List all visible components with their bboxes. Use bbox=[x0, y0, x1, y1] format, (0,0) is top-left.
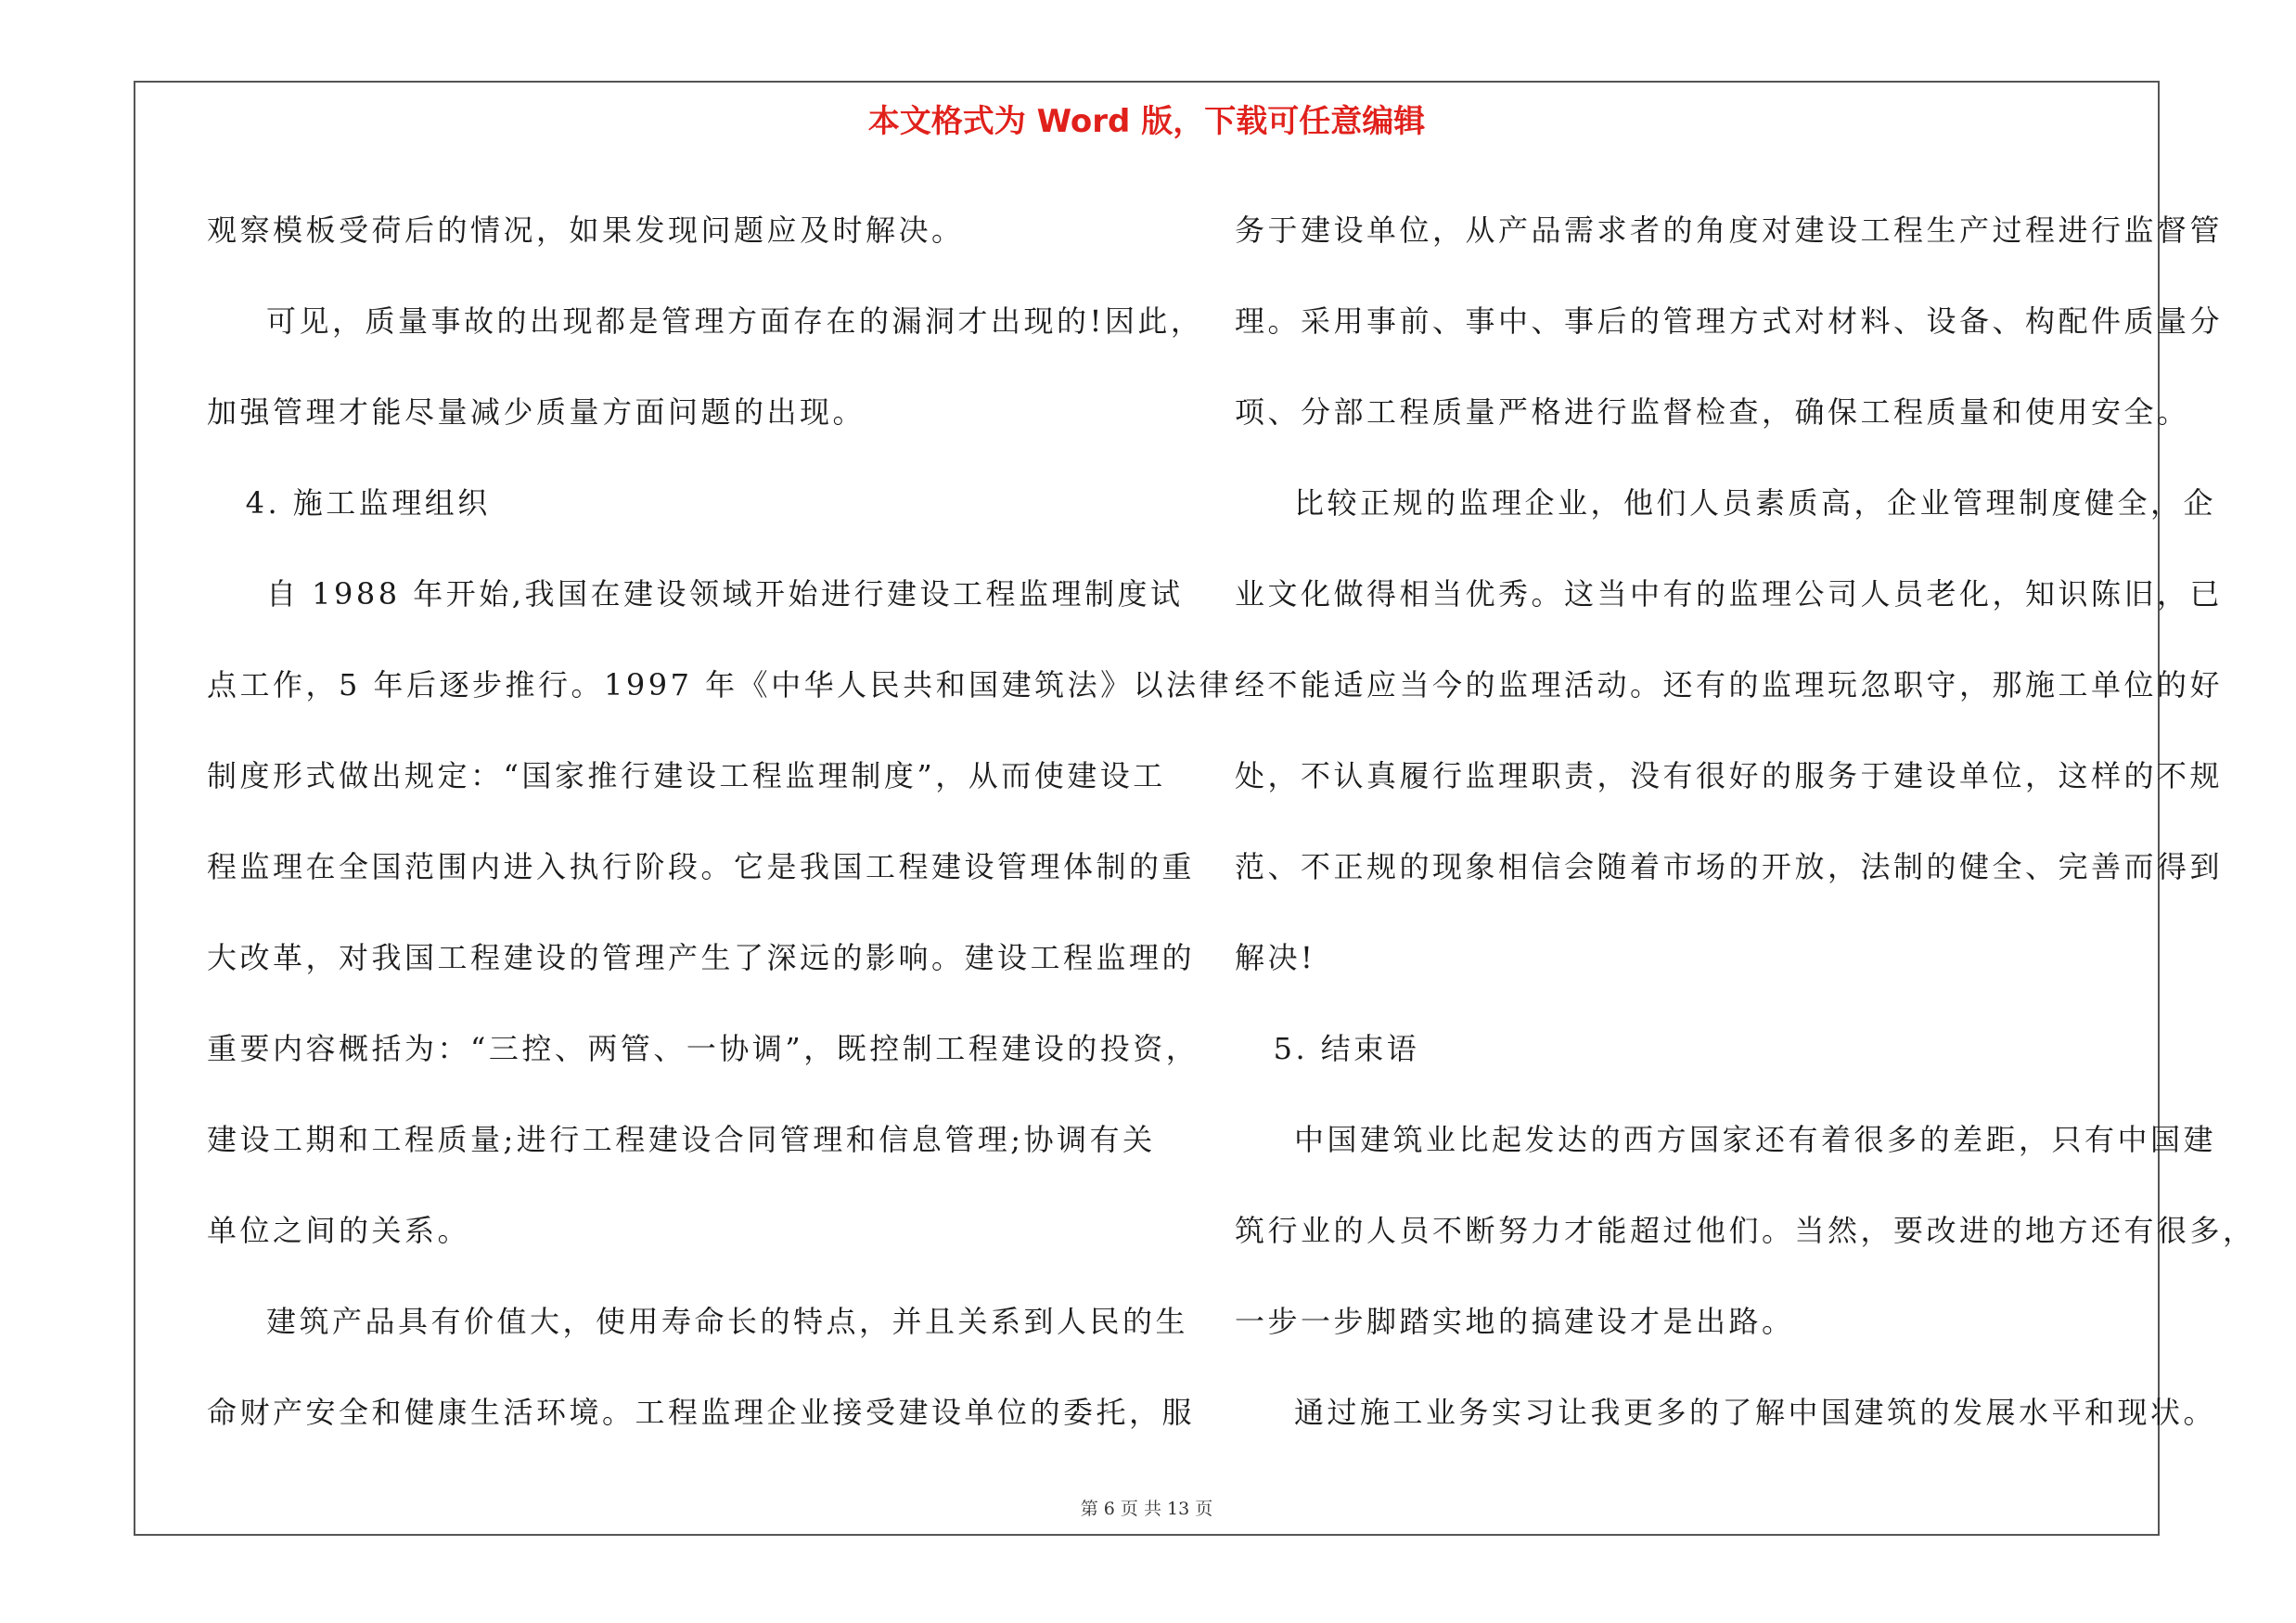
text-line: 一步一步脚踏实地的搞建设才是出路。 bbox=[1235, 1304, 1795, 1339]
text-line: 单位之间的关系。 bbox=[207, 1213, 471, 1248]
paragraph bbox=[207, 548, 1233, 1276]
text-line: 建设工期和工程质量;进行工程建设合同管理和信息管理;协调有关 bbox=[207, 1122, 1156, 1157]
text-line: 比较正规的监理企业，他们人员素质高，企业管理制度健全，企 bbox=[1294, 485, 2217, 521]
text-line: 4. 施工监理组织 bbox=[245, 485, 491, 521]
text-line: 重要内容概括为：“三控、两管、一协调”，既控制工程建设的投资， bbox=[207, 1031, 1199, 1066]
paragraph bbox=[1235, 457, 2224, 1003]
editable-notice-banner: 本文格式为 Word 版，下载可任意编辑 bbox=[867, 103, 1426, 140]
text-line: 制度形式做出规定：“国家推行建设工程监理制度”，从而使建设工 bbox=[207, 758, 1166, 793]
text-line: 理。采用事前、事中、事后的管理方式对材料、设备、构配件质量分 bbox=[1235, 303, 2224, 339]
text-line: 自 1988 年开始,我国在建设领域开始进行建设工程监理制度试 bbox=[266, 576, 1184, 612]
text-line: 解决! bbox=[1235, 940, 1316, 975]
paragraph bbox=[1235, 1094, 2256, 1367]
text-line: 业文化做得相当优秀。这当中有的监理公司人员老化，知识陈旧，已 bbox=[1235, 576, 2224, 612]
text-line: 通过施工业务实习让我更多的了解中国建筑的发展水平和现状。 bbox=[1294, 1395, 2217, 1430]
left-text-column bbox=[207, 185, 1233, 1458]
paragraph bbox=[207, 185, 1125, 276]
text-line: 程监理在全国范围内进入执行阶段。它是我国工程建设管理体制的重 bbox=[207, 849, 1196, 884]
text-line: 范、不正规的现象相信会随着市场的开放，法制的健全、完善而得到 bbox=[1235, 849, 2224, 884]
text-line: 命财产安全和健康生活环境。工程监理企业接受建设单位的委托，服 bbox=[207, 1395, 1196, 1430]
text-line: 5. 结束语 bbox=[1273, 1031, 1420, 1066]
text-line: 经不能适应当今的监理活动。还有的监理玩忽职守，那施工单位的好 bbox=[1235, 667, 2224, 702]
section-heading bbox=[207, 457, 1125, 548]
text-line: 处，不认真履行监理职责，没有很好的服务于建设单位，这样的不规 bbox=[1235, 758, 2224, 793]
text-line: 大改革，对我国工程建设的管理产生了深远的影响。建设工程监理的 bbox=[207, 940, 1196, 975]
text-line: 项、分部工程质量严格进行监督检查，确保工程质量和使用安全。 bbox=[1235, 394, 2190, 430]
paragraph bbox=[207, 276, 1204, 457]
paragraph bbox=[1235, 1367, 2217, 1458]
text-line: 务于建设单位，从产品需求者的角度对建设工程生产过程进行监督管 bbox=[1235, 213, 2224, 248]
paragraph bbox=[1235, 185, 2224, 457]
right-text-column bbox=[1235, 185, 2256, 1458]
text-line: 观察模板受荷后的情况，如果发现问题应及时解决。 bbox=[207, 213, 965, 248]
text-line: 中国建筑业比起发达的西方国家还有着很多的差距，只有中国建 bbox=[1294, 1122, 2217, 1157]
section-heading bbox=[1235, 1003, 2153, 1094]
text-line: 筑行业的人员不断努力才能超过他们。当然，要改进的地方还有很多， bbox=[1235, 1213, 2256, 1248]
text-line: 可见，质量事故的出现都是管理方面存在的漏洞才出现的!因此， bbox=[266, 303, 1204, 339]
text-line: 加强管理才能尽量减少质量方面问题的出现。 bbox=[207, 394, 866, 430]
page-number-footer: 第 6 页 共 13 页 bbox=[1080, 1499, 1213, 1519]
text-line: 点工作，5 年后逐步推行。1997 年《中华人民共和国建筑法》以法律 bbox=[207, 667, 1233, 702]
page-frame bbox=[134, 81, 2256, 1536]
paragraph bbox=[207, 1276, 1196, 1458]
text-line: 建筑产品具有价值大，使用寿命长的特点，并且关系到人民的生 bbox=[266, 1304, 1189, 1339]
